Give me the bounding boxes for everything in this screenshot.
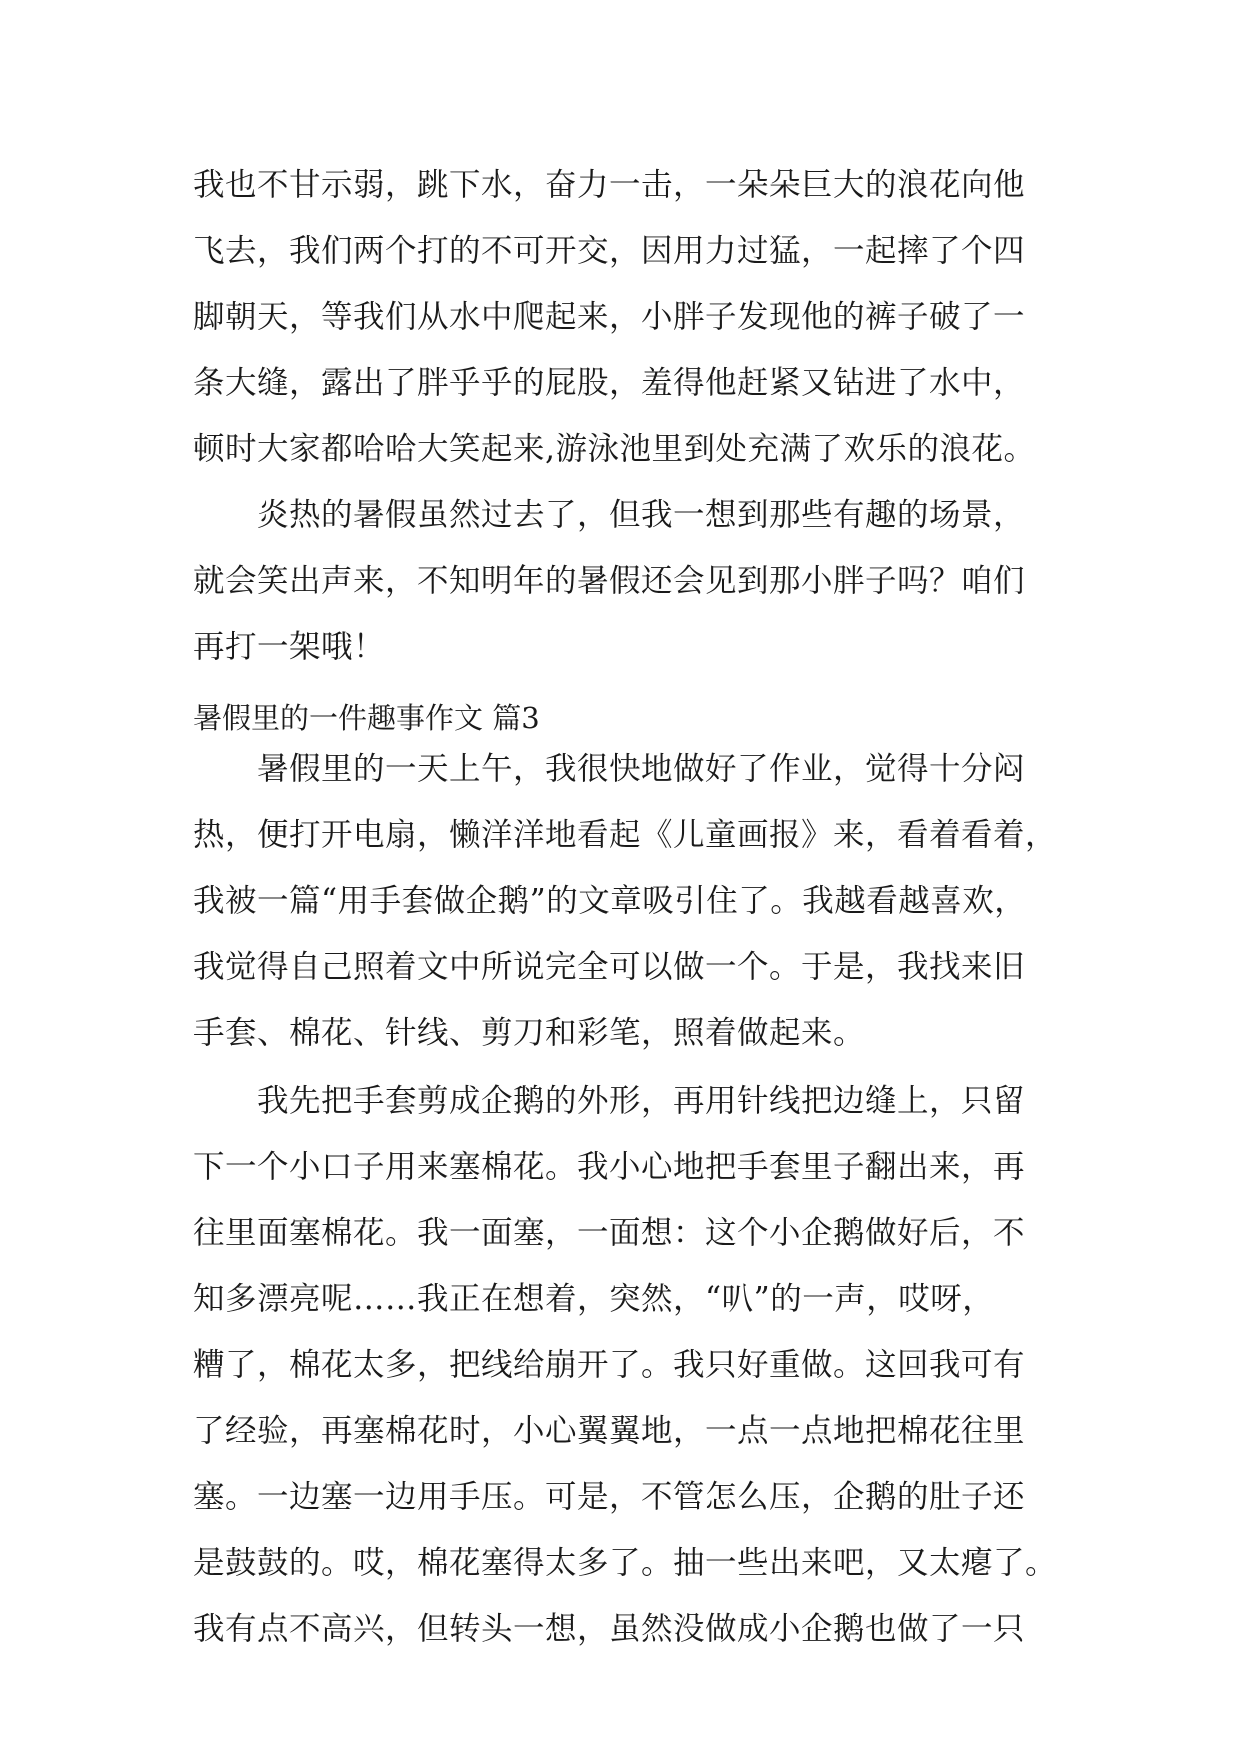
text-line: 糟了，棉花太多，把线给崩开了。我只好重做。这回我可有 (193, 1347, 1026, 1383)
text-line: 我也不甘示弱，跳下水，奋力一击，一朵朵巨大的浪花向他 (193, 167, 1026, 203)
text-line: 我有点不高兴，但转头一想，虽然没做成小企鹅也做了一只 (193, 1611, 1026, 1647)
text-line: 再打一架哦！ (193, 629, 386, 665)
text-line: 我先把手套剪成企鹅的外形，再用针线把边缝上，只留 (257, 1083, 1026, 1119)
section-title: 暑假里的一件趣事作文 篇3 (193, 701, 540, 735)
text-line: 顿时大家都哈哈大笑起来,游泳池里到处充满了欢乐的浪花。 (193, 431, 1036, 467)
text-line: 知多漂亮呢……我正在想着，突然，“叭”的一声，哎呀， (193, 1281, 995, 1317)
text-line: 了经验，再塞棉花时，小心翼翼地，一点一点地把棉花往里 (193, 1413, 1026, 1449)
text-line: 条大缝，露出了胖乎乎的屁股，羞得他赶紧又钻进了水中， (193, 365, 1026, 401)
paragraph (193, 1068, 1058, 1662)
previous-essay-ending (193, 152, 1053, 680)
text-line: 下一个小口子用来塞棉花。我小心地把手套里子翻出来，再 (193, 1149, 1026, 1185)
text-line: 往里面塞棉花。我一面塞，一面想：这个小企鹅做好后，不 (193, 1215, 1026, 1251)
text-line: 我被一篇“用手套做企鹅”的文章吸引住了。我越看越喜欢， (193, 883, 1027, 919)
text-line: 手套、棉花、针线、剪刀和彩笔，照着做起来。 (193, 1015, 866, 1051)
text-line: 就会笑出声来，不知明年的暑假还会见到那小胖子吗？咱们 (193, 563, 1026, 599)
text-line: 脚朝天，等我们从水中爬起来，小胖子发现他的裤子破了一 (193, 299, 1026, 335)
text-line: 暑假里的一天上午，我很快地做好了作业，觉得十分闷 (257, 751, 1026, 787)
text-line: 热，便打开电扇，懒洋洋地看起《儿童画报》来，看着看着， (193, 817, 1058, 853)
text-line: 塞。一边塞一边用手压。可是，不管怎么压，企鹅的肚子还 (193, 1479, 1026, 1515)
paragraph (193, 736, 1058, 1066)
text-line: 是鼓鼓的。哎，棉花塞得太多了。抽一些出来吧，又太瘪了。 (193, 1545, 1058, 1581)
text-line: 我觉得自己照着文中所说完全可以做一个。于是，我找来旧 (193, 949, 1026, 985)
text-line: 炎热的暑假虽然过去了，但我一想到那些有趣的场景， (257, 497, 1026, 533)
text-line: 飞去，我们两个打的不可开交，因用力过猛，一起摔了个四 (193, 233, 1026, 269)
